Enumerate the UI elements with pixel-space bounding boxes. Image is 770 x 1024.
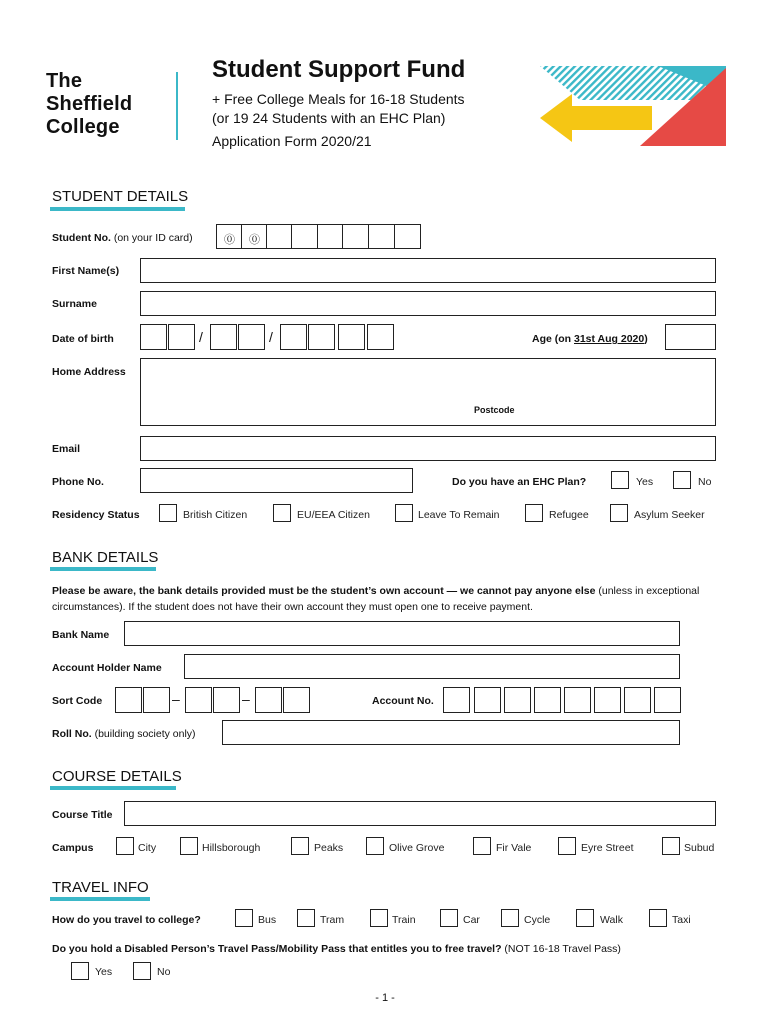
student-no-digit[interactable] — [266, 224, 292, 249]
dob-year-digit[interactable] — [280, 324, 307, 350]
bank-notice-bold: Please be aware, the bank details provided must be the student’s own account — we cannot pay anyone else — [52, 585, 596, 597]
course-title-label: Course Title — [52, 809, 113, 821]
travel-checkbox[interactable] — [501, 909, 519, 927]
email-label: Email — [52, 443, 81, 455]
subtitle-line-1: + Free College Meals for 16-18 Students — [212, 91, 465, 107]
logo-line: Sheffield — [46, 93, 133, 115]
residency-checkbox[interactable] — [610, 504, 628, 522]
residency-option: British Citizen — [183, 509, 248, 521]
residency-checkbox[interactable] — [525, 504, 543, 522]
sort-code-digit[interactable] — [143, 687, 170, 713]
account-no-digit[interactable] — [594, 687, 621, 713]
travel-option: Tram — [320, 914, 345, 926]
section-underline — [50, 786, 176, 790]
section-heading-course: COURSE DETAILS — [52, 768, 182, 785]
form-name: Application Form 2020/21 — [212, 133, 372, 149]
roll-no-label-text: Roll No. — [52, 728, 92, 740]
sort-code-digit[interactable] — [213, 687, 240, 713]
travel-option: Cycle — [524, 914, 551, 926]
first-name-label: First Name(s) — [52, 265, 120, 277]
sort-code-label: Sort Code — [52, 695, 103, 707]
residency-option: Leave To Remain — [418, 509, 500, 521]
section-heading-bank: BANK DETAILS — [52, 549, 159, 566]
home-address-field[interactable] — [140, 358, 716, 426]
campus-checkbox[interactable] — [291, 837, 309, 855]
section-underline — [50, 207, 185, 211]
section-underline — [50, 567, 156, 571]
travel-pass-question-text: Do you hold a Disabled Person’s Travel Pass/Mobility Pass that entitles you to free travel? — [52, 943, 502, 955]
bank-name-label: Bank Name — [52, 629, 110, 641]
sort-code-digit[interactable] — [115, 687, 142, 713]
account-no-digit[interactable] — [564, 687, 591, 713]
age-label-text: Age (on — [532, 333, 574, 345]
travel-checkbox[interactable] — [235, 909, 253, 927]
travel-pass-question — [52, 943, 621, 955]
account-holder-label: Account Holder Name — [52, 662, 162, 674]
campus-checkbox[interactable] — [662, 837, 680, 855]
campus-option: Olive Grove — [389, 842, 445, 854]
travel-option: Train — [392, 914, 416, 926]
travel-checkbox[interactable] — [440, 909, 458, 927]
campus-checkbox[interactable] — [116, 837, 134, 855]
college-logo — [46, 70, 132, 139]
bank-notice-rest: (unless in exceptional circumstances). If the student does not have their own account they must open one to receive payment. — [52, 585, 700, 613]
account-no-digit[interactable] — [504, 687, 531, 713]
residency-checkbox[interactable] — [395, 504, 413, 522]
account-no-digit[interactable] — [443, 687, 470, 713]
campus-label: Campus — [52, 842, 94, 854]
dob-label: Date of birth — [52, 333, 114, 345]
travel-option: Car — [463, 914, 480, 926]
dob-day-digit[interactable] — [168, 324, 195, 350]
campus-option: City — [138, 842, 157, 854]
travel-question: How do you travel to college? — [52, 914, 201, 926]
email-field[interactable] — [140, 436, 716, 461]
subtitle-line-2: (or 19 24 Students with an EHC Plan) — [212, 110, 446, 126]
form-subtitle — [212, 90, 465, 128]
student-no-label-text: Student No. — [52, 232, 111, 244]
student-no-digit[interactable] — [342, 224, 369, 249]
student-no-label — [52, 232, 193, 244]
campus-option: Fir Vale — [496, 842, 532, 854]
section-heading-travel: TRAVEL INFO — [52, 879, 149, 896]
course-title-field[interactable] — [124, 801, 716, 826]
roll-no-label — [52, 728, 196, 740]
first-name-field[interactable] — [140, 258, 716, 283]
travel-pass-yes-label: Yes — [95, 966, 113, 978]
sort-code-digit[interactable] — [283, 687, 310, 713]
student-no-prefill: ⓪ — [249, 234, 260, 246]
account-no-label: Account No. — [372, 695, 434, 707]
dob-month-digit[interactable] — [238, 324, 265, 350]
sort-code-digit[interactable] — [185, 687, 212, 713]
dob-month-digit[interactable] — [210, 324, 237, 350]
account-no-digit[interactable] — [474, 687, 501, 713]
travel-pass-no-label: No — [157, 966, 171, 978]
surname-field[interactable] — [140, 291, 716, 316]
phone-field[interactable] — [140, 468, 413, 493]
ehc-yes-checkbox[interactable] — [611, 471, 629, 489]
campus-checkbox[interactable] — [180, 837, 198, 855]
campus-checkbox[interactable] — [558, 837, 576, 855]
form-title: Student Support Fund — [212, 56, 466, 83]
roll-no-hint: (building society only) — [94, 728, 196, 740]
age-label-close: ) — [644, 333, 648, 345]
travel-checkbox[interactable] — [297, 909, 315, 927]
dob-day-digit[interactable] — [140, 324, 167, 350]
student-no-digit[interactable] — [291, 224, 318, 249]
sort-code-separator: – — [172, 691, 180, 707]
account-no-digit[interactable] — [624, 687, 651, 713]
page-number: - 1 - — [375, 992, 395, 1004]
residency-checkbox[interactable] — [159, 504, 177, 522]
travel-checkbox[interactable] — [649, 909, 667, 927]
dob-year-digit[interactable] — [367, 324, 394, 350]
roll-no-field[interactable] — [222, 720, 680, 745]
student-no-hint: (on your ID card) — [113, 232, 193, 244]
travel-checkbox[interactable] — [576, 909, 594, 927]
campus-option: Peaks — [314, 842, 344, 854]
age-label — [532, 333, 648, 345]
yellow-arrow-icon — [540, 94, 652, 142]
bank-name-field[interactable] — [124, 621, 680, 646]
ehc-question: Do you have an EHC Plan? — [452, 476, 587, 488]
account-holder-field[interactable] — [184, 654, 680, 679]
travel-pass-no-checkbox[interactable] — [133, 962, 151, 980]
phone-label: Phone No. — [52, 476, 104, 488]
residency-option: Asylum Seeker — [634, 509, 705, 521]
student-no-prefill: ⓪ — [224, 234, 235, 246]
dob-year-digit[interactable] — [308, 324, 335, 350]
dob-year-digit[interactable] — [338, 324, 365, 350]
postcode-label: Postcode — [474, 405, 515, 415]
age-date: 31st Aug 2020 — [574, 333, 645, 345]
surname-label: Surname — [52, 298, 97, 310]
account-no-digit[interactable] — [654, 687, 681, 713]
travel-option: Bus — [258, 914, 277, 926]
sort-code-digit[interactable] — [255, 687, 282, 713]
travel-pass-note: (NOT 16-18 Travel Pass) — [501, 943, 621, 955]
travel-checkbox[interactable] — [370, 909, 388, 927]
campus-option: Eyre Street — [581, 842, 634, 854]
dob-separator: / — [199, 329, 203, 345]
ehc-no-checkbox[interactable] — [673, 471, 691, 489]
campus-checkbox[interactable] — [366, 837, 384, 855]
logo-line: The — [46, 70, 83, 92]
residency-label: Residency Status — [52, 509, 140, 521]
residency-checkbox[interactable] — [273, 504, 291, 522]
student-no-digit[interactable] — [368, 224, 395, 249]
ehc-no-label: No — [698, 476, 712, 488]
section-underline — [50, 897, 150, 901]
campus-checkbox[interactable] — [473, 837, 491, 855]
student-no-digit[interactable] — [317, 224, 343, 249]
residency-option: EU/EEA Citizen — [297, 509, 370, 521]
dob-separator: / — [269, 329, 273, 345]
travel-option: Walk — [600, 914, 623, 926]
logo-divider — [176, 72, 178, 140]
travel-pass-yes-checkbox[interactable] — [71, 962, 89, 980]
logo-line: College — [46, 116, 120, 138]
account-no-digit[interactable] — [534, 687, 561, 713]
age-field[interactable] — [665, 324, 716, 350]
campus-option: Hillsborough — [202, 842, 261, 854]
student-no-digit[interactable] — [394, 224, 421, 249]
section-heading-student: STUDENT DETAILS — [52, 188, 189, 205]
campus-option: Subud — [684, 842, 715, 854]
sort-code-separator: – — [242, 691, 250, 707]
residency-option: Refugee — [549, 509, 589, 521]
ehc-yes-label: Yes — [636, 476, 654, 488]
travel-option: Taxi — [672, 914, 691, 926]
home-address-label: Home Address — [52, 366, 126, 378]
bank-notice — [52, 583, 722, 615]
arrow-graphic — [540, 64, 726, 146]
